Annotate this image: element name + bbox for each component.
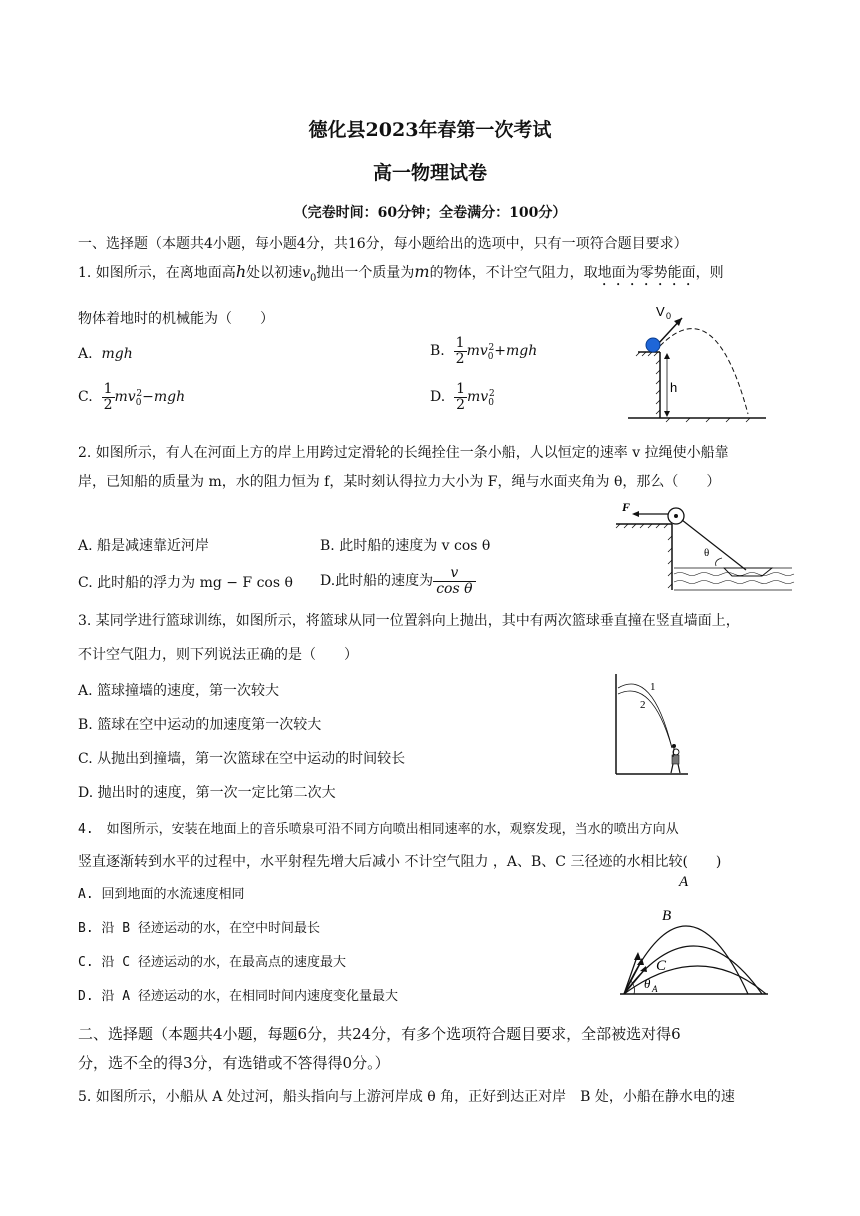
q3-option-b: B. 篮球在空中运动的加速度第一次较大	[78, 717, 322, 733]
q4-option-b: B. 沿 B 径迹运动的水，在空中时间最长	[78, 921, 320, 936]
q2-figure	[612, 496, 798, 592]
q4-figure-label-A: A	[679, 874, 689, 890]
q3-stem-line2: 不计空气阻力，则下列说法正确的是（ ）	[78, 647, 358, 663]
q2-figure-F-label: F	[622, 500, 631, 514]
q4-figure-theta-label: θ	[644, 976, 651, 991]
q4-option-a: A. 回到地面的水流速度相同	[78, 887, 245, 902]
q1-option-a: A. mgh	[78, 346, 133, 362]
section2-heading-line1: 二、选择题（本题共4小题，每题6分，共24分，有多个选项符合题目要求，全部被选对得6	[78, 1025, 681, 1043]
q1-option-d: D. $\frac{1}{2}$ $mv_0^2$	[430, 381, 495, 413]
q3-option-a: A. 篮球撞墙的速度，第一次较大	[78, 683, 280, 699]
q4-figure-label-B: B	[662, 908, 672, 924]
q5-stem-line1: 5. 如图所示，小船从 A 处过河，船头指向与上游河岸成 θ 角，正好到达正对岸 B 处，小船在静水电的速	[78, 1089, 735, 1105]
q4-stem-line2: 竖直逐渐转到水平的过程中，水平射程先增大后减小 不计空气阻力 ，A、B、C 三径迹的水相比较( )	[78, 854, 722, 870]
exam-time-score: （完卷时间：60分钟；全卷满分：100分）	[293, 205, 567, 221]
q3-figure-label-2: 2	[640, 699, 646, 711]
q2-option-c: C. 此时船的浮力为 mg − F cos θ	[78, 575, 293, 591]
q2-option-d: D.此时船的速度为 $\frac{v}{\text{cos θ}}$	[320, 566, 476, 596]
q3-option-d: D. 抛出时的速度，第一次一定比第二次大	[78, 785, 336, 801]
q2-stem-line1: 2. 如图所示，有人在河面上方的岸上用跨过定滑轮的长绳拴住一条小船，人以恒定的速率 v 拉绳使小船靠	[78, 445, 729, 461]
q2-option-a: A. 船是减速靠近河岸	[78, 538, 210, 554]
q1-option-b: B. $\frac{1}{2}$ $mv_0^2+mgh$	[430, 335, 538, 367]
q4-stem-line1: 4. 如图所示，安装在地面上的音乐喷泉可沿不同方向喷出相同速率的水，观察发现，当水的喷出方向从	[78, 822, 679, 837]
q1-figure-h-label: h	[670, 380, 678, 395]
q2-figure-theta-label: θ	[704, 547, 710, 559]
q1-figure-v0-sub: 0	[666, 311, 672, 321]
q4-figure-label-C: C	[656, 958, 667, 974]
q3-figure-label-1: 1	[650, 681, 656, 693]
section2-heading-line2: 分，选不全的得3分，有选错或不答得得0分。）	[78, 1054, 390, 1072]
q2-stem-line2: 岸，已知船的质量为 m，水的阻力恒为 f，某时刻认得拉力大小为 F，绳与水面夹角为 θ，那么（ ）	[78, 474, 721, 490]
q2-option-b: B. 此时船的速度为 v cos θ	[320, 538, 491, 554]
exam-title: 德化县2023年春第一次考试	[308, 119, 552, 141]
q3-option-c: C. 从抛出到撞墙，第一次篮球在空中运动的时间较长	[78, 751, 406, 767]
q4-option-d: D. 沿 A 径迹运动的水，在相同时间内速度变化量最大	[78, 989, 398, 1004]
q4-option-c: C. 沿 C 径迹运动的水，在最高点的速度最大	[78, 955, 346, 970]
q1-stem-line2: 物体着地时的机械能为（ ）	[78, 311, 274, 327]
q1-stem-line1: 1. 如图所示，在离地面高h处以初速$v_0$抛出一个质量为m的物体，不计空气阻力，取地面为零势能面，则	[78, 262, 724, 284]
q1-figure-v0-label: V	[656, 304, 665, 319]
q4-figure-theta-sub: A	[652, 984, 658, 994]
q3-figure	[612, 672, 692, 776]
q1-option-c: C. $\frac{1}{2}$ $mv_0^2-mgh$	[78, 381, 186, 413]
q1-figure	[620, 296, 770, 426]
exam-subject-title: 高一物理试卷	[372, 162, 487, 184]
q3-stem-line1: 3. 某同学进行篮球训练，如图所示，将篮球从同一位置斜向上抛出，其中有两次篮球垂直撞在竖直墙面上，	[78, 613, 740, 629]
q4-figure	[616, 868, 772, 1000]
section1-heading: 一、选择题（本题共4小题，每小题4分，共16分，每小题给出的选项中，只有一项符合题目要求）	[78, 236, 688, 252]
